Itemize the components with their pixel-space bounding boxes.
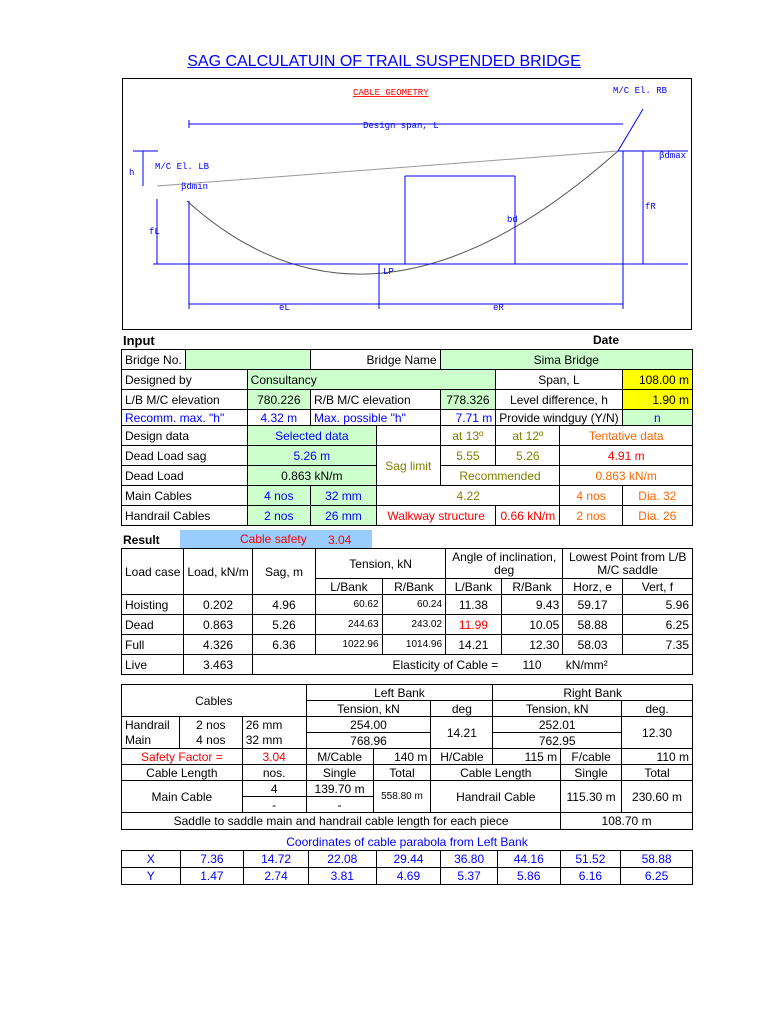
- coord-x-cell: 22.08: [308, 851, 376, 868]
- coords-title: Coordinates of cable parabola from Left Bank: [286, 835, 528, 849]
- cell: 243.02: [382, 615, 446, 635]
- walkway-value: 0.66 kN/m: [496, 506, 560, 526]
- a-rbank-header: R/Bank: [501, 579, 563, 595]
- fr-label: fR: [645, 202, 656, 212]
- main-label: Main: [122, 733, 180, 749]
- mc-single: 139.70 m: [306, 781, 373, 797]
- cell: 5.96: [622, 595, 692, 615]
- designed-by-label: Designed by: [122, 370, 248, 390]
- cell: 11.99: [446, 615, 502, 635]
- windguy-input[interactable]: n: [622, 410, 692, 426]
- fcable-label: F/cable: [561, 749, 622, 765]
- coord-x-cell: 51.52: [560, 851, 621, 868]
- diagram-heading: CABLE GEOMETRY: [353, 88, 429, 98]
- span-input[interactable]: 108.00 m: [622, 370, 692, 390]
- cell: 59.17: [563, 595, 623, 615]
- coord-y-cell: 6.25: [621, 868, 693, 885]
- lp-label: LP: [383, 267, 394, 277]
- single-label: Single: [306, 765, 373, 781]
- bridge-no-label: Bridge No.: [122, 350, 186, 370]
- cell: 1014.96: [382, 635, 446, 655]
- lb-deg-label: deg: [431, 701, 493, 717]
- beta-min-label: βdmin: [181, 182, 209, 192]
- cell: 10.05: [501, 615, 563, 635]
- x-label: X: [122, 851, 181, 868]
- cell: 6.25: [622, 615, 692, 635]
- rb-elev-label: R/B M/C elevation: [310, 390, 440, 410]
- hcable-label: H/Cable: [431, 749, 493, 765]
- rb-tension-label: Tension, kN: [493, 701, 622, 717]
- cell: 4.326: [184, 635, 252, 655]
- cell: 60.62: [316, 595, 382, 615]
- sag-header: Sag, m: [252, 549, 315, 595]
- cable-length-label: Cable Length: [122, 765, 243, 781]
- main-cables-label: Main Cables: [122, 486, 248, 506]
- t-rbank-header: R/Bank: [382, 579, 446, 595]
- live-load: 3.463: [184, 655, 252, 675]
- span-label: Span, L: [496, 370, 622, 390]
- lb-deg-value: 14.21: [431, 717, 493, 749]
- coord-x-cell: 14.72: [244, 851, 309, 868]
- main-nos: 4 nos: [179, 733, 242, 749]
- rb-main-tension: 762.95: [493, 733, 622, 749]
- coord-y-cell: 4.69: [376, 868, 441, 885]
- coord-y-cell: 2.74: [244, 868, 309, 885]
- cables-label: Cables: [122, 685, 307, 717]
- coords-table: [121, 850, 693, 885]
- rb-elev-input[interactable]: 778.326: [440, 390, 496, 410]
- cell: 6.36: [252, 635, 315, 655]
- hc-total: 230.60 m: [622, 781, 693, 813]
- horz-header: Horz, e: [563, 579, 623, 595]
- max-possible-label: Max. possible "h": [310, 410, 440, 426]
- single-label-2: Single: [561, 765, 622, 781]
- result-heading: Result: [123, 533, 160, 547]
- tent-main-dia: Dia. 32: [622, 486, 692, 506]
- live-label: Live: [122, 655, 184, 675]
- design-span-label: Design span, L: [363, 121, 439, 131]
- cell: 11.38: [446, 595, 502, 615]
- tent-hand-nos: 2 nos: [560, 506, 622, 526]
- bridge-name-label: Bridge Name: [310, 350, 440, 370]
- y-label: Y: [122, 868, 181, 885]
- input-table: [121, 349, 693, 526]
- cell: 58.88: [563, 615, 623, 635]
- vert-header: Vert, f: [622, 579, 692, 595]
- sag-limit-label: Sag limit: [377, 446, 441, 486]
- cables-table: [121, 684, 693, 830]
- cell: 244.63: [316, 615, 382, 635]
- a-lbank-header: L/Bank: [446, 579, 502, 595]
- dead-sag-input[interactable]: 5.26 m: [247, 446, 376, 466]
- total-label-2: Total: [622, 765, 693, 781]
- cable-geometry-diagram: [122, 78, 692, 330]
- sag12-value: 5.26: [496, 446, 560, 466]
- cable-safety-label: Cable safety: [240, 532, 307, 546]
- lb-elev-label: L/B M/C elevation: [122, 390, 248, 410]
- safety-label: Safety Factor =: [122, 749, 243, 765]
- tentative-label: Tentative data: [560, 426, 693, 446]
- lb-main-tension: 768.96: [306, 733, 431, 749]
- selected-data-label: Selected data: [247, 426, 376, 446]
- coord-y-cell: 5.37: [441, 868, 498, 885]
- dead-load-label: Dead Load: [122, 466, 248, 486]
- lb-hand-tension: 254.00: [306, 717, 431, 733]
- hand-cables-label: Handrail Cables: [122, 506, 248, 526]
- lb-tension-label: Tension, kN: [306, 701, 431, 717]
- coord-y-cell: 1.47: [180, 868, 244, 885]
- el-label: eL: [279, 303, 290, 313]
- recomm-label: Recomm. max. "h": [122, 410, 248, 426]
- cell: 4.96: [252, 595, 315, 615]
- hcable-value: 115 m: [493, 749, 561, 765]
- angle-header: Angle of inclination, deg: [446, 549, 563, 579]
- cell: 58.03: [563, 635, 623, 655]
- level-diff-value: 1.90 m: [622, 390, 692, 410]
- tent-load-value: 0.863 kN/m: [560, 466, 693, 486]
- max-possible-value: 7.71 m: [440, 410, 496, 426]
- dead-load-value: 0.863 kN/m: [247, 466, 376, 486]
- recomm-value: 4.32 m: [247, 410, 310, 426]
- design-data-label: Design data: [122, 426, 248, 446]
- bridge-name-input[interactable]: Sima Bridge: [440, 350, 692, 370]
- mc-nos: 4: [242, 781, 306, 797]
- load-header: Load, kN/m: [184, 549, 252, 595]
- level-diff-label: Level difference, h: [496, 390, 622, 410]
- er-label: eR: [493, 303, 504, 313]
- main-dia: 32 mm: [242, 733, 306, 749]
- tension-header: Tension, kN: [316, 549, 446, 579]
- right-bank-label: Right Bank: [493, 685, 693, 701]
- hand-nos-input[interactable]: 2 nos: [247, 506, 310, 526]
- fcable-value: 110 m: [622, 749, 693, 765]
- coord-y-cell: 6.16: [560, 868, 621, 885]
- cell: 14.21: [446, 635, 502, 655]
- sag13-value: 5.55: [440, 446, 496, 466]
- mc-dash-1: -: [242, 797, 306, 813]
- recommended-label: Recommended: [440, 466, 560, 486]
- main-cable-label: Main Cable: [122, 781, 243, 813]
- table-row: Full: [122, 635, 184, 655]
- designed-by-input[interactable]: Consultancy: [247, 370, 496, 390]
- left-bank-label: Left Bank: [306, 685, 493, 701]
- table-row: Dead: [122, 615, 184, 635]
- handrail-nos: 2 nos: [179, 717, 242, 733]
- nos-label: nos.: [242, 765, 306, 781]
- rb-hand-tension: 252.01: [493, 717, 622, 733]
- cell: 9.43: [501, 595, 563, 615]
- saddle-value: 108.70 m: [561, 813, 693, 830]
- cable-safety-value: 3.04: [328, 533, 352, 547]
- total-label: Total: [373, 765, 431, 781]
- tent-main-nos: 4 nos: [560, 486, 622, 506]
- coord-x-cell: 44.16: [497, 851, 560, 868]
- main-dia-input[interactable]: 32 mm: [310, 486, 376, 506]
- coord-x-cell: 36.80: [441, 851, 498, 868]
- coord-x-cell: 29.44: [376, 851, 441, 868]
- mcable-label: M/Cable: [306, 749, 373, 765]
- walkway-label: Walkway structure: [377, 506, 496, 526]
- result-table: [121, 548, 693, 675]
- handrail-cable-label: Handrail Cable: [431, 781, 561, 813]
- cell: 12.30: [501, 635, 563, 655]
- handrail-label: Handrail: [122, 717, 180, 733]
- cable-safety-bar: [180, 530, 372, 548]
- lb-elev-input[interactable]: 780.226: [247, 390, 310, 410]
- table-row: Hoisting: [122, 595, 184, 615]
- tent-hand-dia: Dia. 26: [622, 506, 692, 526]
- mc-el-rb-label: M/C El. RB: [613, 86, 668, 96]
- page-title: SAG CALCULATUIN OF TRAIL SUSPENDED BRIDGE: [187, 53, 581, 70]
- bridge-no-input[interactable]: [185, 350, 310, 370]
- load-case-header: Load case: [122, 549, 184, 595]
- lowest-header: Lowest Point from L/B M/C saddle: [563, 549, 693, 579]
- coord-x-cell: 7.36: [180, 851, 244, 868]
- coord-y-cell: 5.86: [497, 868, 560, 885]
- mc-dash-2: -: [306, 797, 373, 813]
- beta-max-label: βdmax: [659, 151, 687, 161]
- elasticity-unit: kN/mm²: [563, 655, 693, 675]
- input-heading: Input: [123, 333, 155, 348]
- hc-single: 115.30 m: [561, 781, 622, 813]
- coord-x-cell: 58.88: [621, 851, 693, 868]
- cell: 5.26: [252, 615, 315, 635]
- fl-label: fL: [149, 227, 160, 237]
- hand-dia-input[interactable]: 26 mm: [310, 506, 376, 526]
- t-lbank-header: L/Bank: [316, 579, 382, 595]
- cell: 1022.96: [316, 635, 382, 655]
- cell: 60.24: [382, 595, 446, 615]
- cable-length-label-2: Cable Length: [431, 765, 561, 781]
- mcable-value: 140 m: [373, 749, 431, 765]
- main-rec-value: 4.22: [377, 486, 560, 506]
- bd-label: bd: [507, 215, 518, 225]
- safety-value: 3.04: [242, 749, 306, 765]
- date-label: Date: [593, 333, 620, 347]
- main-nos-input[interactable]: 4 nos: [247, 486, 310, 506]
- rb-deg-value: 12.30: [622, 717, 693, 749]
- elasticity-label: Elasticity of Cable =: [252, 655, 501, 675]
- elasticity-value: 110: [501, 655, 563, 675]
- handrail-dia: 26 mm: [242, 717, 306, 733]
- cell: 0.863: [184, 615, 252, 635]
- windguy-label: Provide windguy (Y/N): [496, 410, 622, 426]
- cell: 0.202: [184, 595, 252, 615]
- coord-y-cell: 3.81: [308, 868, 376, 885]
- at12-label: at 12º: [496, 426, 560, 446]
- mc-el-lb-label: M/C El. LB: [155, 162, 210, 172]
- rb-deg-label: deg.: [622, 701, 693, 717]
- at13-label: at 13º: [440, 426, 496, 446]
- h-label: h: [129, 168, 135, 178]
- tent-sag-value: 4.91 m: [560, 446, 693, 466]
- mc-total: 558.80 m: [373, 781, 431, 813]
- saddle-label: Saddle to saddle main and handrail cable length for each piece: [122, 813, 561, 830]
- cell: 7.35: [622, 635, 692, 655]
- dead-sag-label: Dead Load sag: [122, 446, 248, 466]
